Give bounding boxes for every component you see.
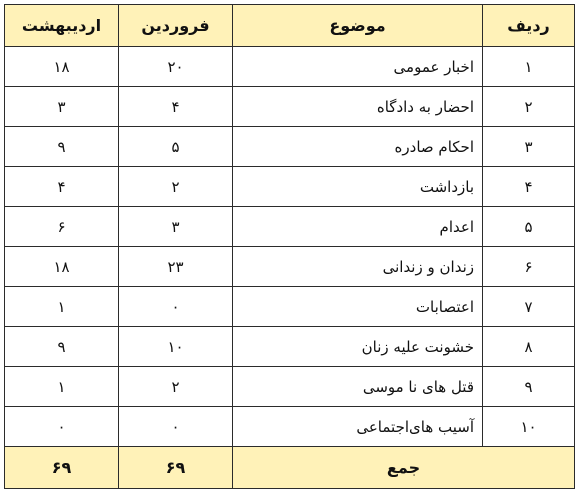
table-row [5,407,575,447]
topic-cell: احکام صادره [233,127,483,167]
table-row [5,367,575,407]
header-row-number: ردیف [483,5,575,47]
ordibehesht-cell: ۱ [5,287,119,327]
farvardin-cell: ۱۰ [119,327,233,367]
topic-cell: خشونت علیه زنان [233,327,483,367]
topic-cell: اعتصابات [233,287,483,327]
topic-cell: احضار به دادگاه [233,87,483,127]
ordibehesht-cell: ۹ [5,327,119,367]
farvardin-cell: ۲ [119,167,233,207]
table-row [5,47,575,87]
topic-cell: قتل های نا موسی [233,367,483,407]
table-row [5,127,575,167]
row-number-cell: ۷ [483,287,575,327]
ordibehesht-cell: ۹ [5,127,119,167]
table-row [5,167,575,207]
topic-cell: اخبار عمومی [233,47,483,87]
ordibehesht-cell: ۱۸ [5,247,119,287]
total-ordibehesht: ۶۹ [5,447,119,489]
ordibehesht-cell: ۱۸ [5,47,119,87]
table-row [5,327,575,367]
ordibehesht-cell: ۶ [5,207,119,247]
farvardin-cell: ۰ [119,287,233,327]
header-farvardin: فروردین [119,5,233,47]
farvardin-cell: ۵ [119,127,233,167]
table-row [5,207,575,247]
header-ordibehesht: اردیبهشت [5,5,119,47]
ordibehesht-cell: ۴ [5,167,119,207]
total-row [5,447,575,489]
table-row [5,87,575,127]
topic-cell: زندان و زندانی [233,247,483,287]
report-table [4,4,575,489]
farvardin-cell: ۰ [119,407,233,447]
total-label: جمع [233,447,575,489]
table-body [5,5,575,489]
topic-cell: بازداشت [233,167,483,207]
topic-cell: آسیب های‌اجتماعی [233,407,483,447]
ordibehesht-cell: ۳ [5,87,119,127]
row-number-cell: ۱ [483,47,575,87]
row-number-cell: ۴ [483,167,575,207]
ordibehesht-cell: ۱ [5,367,119,407]
row-number-cell: ۲ [483,87,575,127]
farvardin-cell: ۲۰ [119,47,233,87]
farvardin-cell: ۲۳ [119,247,233,287]
row-number-cell: ۶ [483,247,575,287]
ordibehesht-cell: ۰ [5,407,119,447]
header-row [5,5,575,47]
table-row [5,287,575,327]
header-topic: موضوع [233,5,483,47]
table-row [5,247,575,287]
total-farvardin: ۶۹ [119,447,233,489]
row-number-cell: ۹ [483,367,575,407]
farvardin-cell: ۴ [119,87,233,127]
row-number-cell: ۱۰ [483,407,575,447]
row-number-cell: ۵ [483,207,575,247]
topic-cell: اعدام [233,207,483,247]
farvardin-cell: ۲ [119,367,233,407]
farvardin-cell: ۳ [119,207,233,247]
row-number-cell: ۸ [483,327,575,367]
row-number-cell: ۳ [483,127,575,167]
